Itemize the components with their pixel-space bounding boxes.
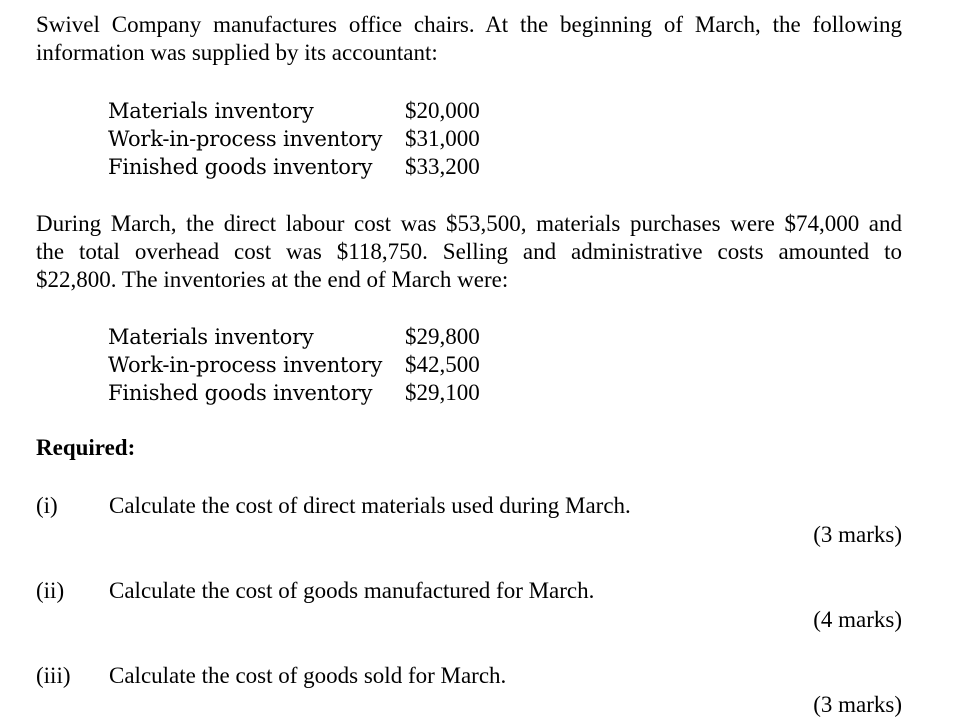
inventory-label: Finished goods inventory	[108, 381, 373, 405]
question-marks: (3 marks)	[813, 692, 902, 717]
inventory-row-materials	[108, 97, 488, 125]
question-text: Calculate the cost of goods sold for March.	[109, 663, 507, 688]
required-heading: Required:	[36, 435, 136, 460]
inventory-row-wip	[108, 125, 488, 153]
ending-inventory-table	[108, 323, 488, 407]
intro-line-2: information was supplied by its accountant:	[36, 40, 438, 65]
intro-line-1: Swivel Company manufactures office chairs. At the beginning of March, the following	[36, 12, 902, 37]
question-marks: (3 marks)	[813, 522, 902, 547]
inventory-label: Materials inventory	[108, 99, 314, 123]
inventory-row-materials	[108, 323, 488, 351]
question-number: (i)	[36, 493, 58, 518]
question-text: Calculate the cost of goods manufactured for March.	[109, 578, 595, 603]
question-number: (iii)	[36, 663, 71, 688]
question-number: (ii)	[36, 578, 65, 603]
march-line-2: the total overhead cost was $118,750. Selling and administrative costs amounted to	[36, 239, 902, 264]
inventory-row-finished-goods	[108, 379, 488, 407]
inventory-label: Work-in-process inventory	[108, 353, 383, 377]
question-marks: (4 marks)	[813, 607, 902, 632]
march-line-1: During March, the direct labour cost was $53,500, materials purchases were $74,000 and	[36, 211, 902, 236]
inventory-row-wip	[108, 351, 488, 379]
inventory-value: $42,500	[405, 352, 480, 377]
inventory-value: $29,800	[405, 324, 480, 349]
inventory-value: $33,200	[405, 154, 480, 179]
inventory-label: Materials inventory	[108, 325, 314, 349]
inventory-label: Finished goods inventory	[108, 155, 373, 179]
question-text: Calculate the cost of direct materials used during March.	[109, 493, 631, 518]
beginning-inventory-table	[108, 97, 488, 181]
march-info-paragraph	[36, 210, 902, 294]
inventory-row-finished-goods	[108, 153, 488, 181]
inventory-value: $20,000	[405, 98, 480, 123]
inventory-label: Work-in-process inventory	[108, 127, 383, 151]
march-line-3: $22,800. The inventories at the end of March were:	[36, 267, 509, 292]
inventory-value: $29,100	[405, 380, 480, 405]
inventory-value: $31,000	[405, 126, 480, 151]
intro-paragraph	[36, 11, 902, 67]
